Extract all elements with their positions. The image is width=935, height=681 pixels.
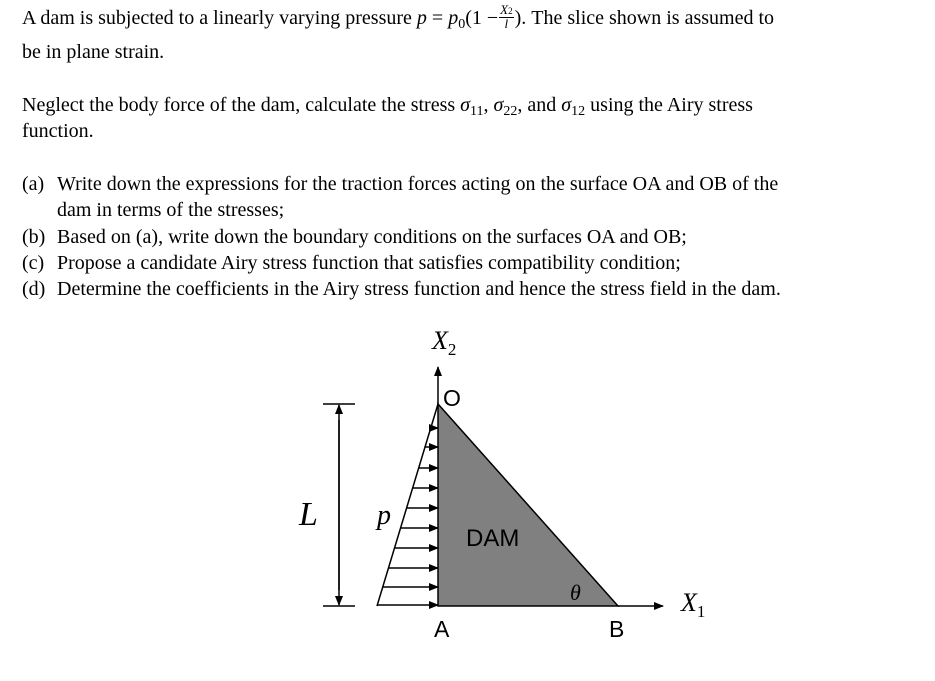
x1-label: $X_1$	[681, 588, 706, 621]
sigma-22: $\sigma_{22}$	[493, 94, 518, 119]
part-b: (b) Based on (a), write down the boundary conditions on the surfaces OA and OB;	[22, 226, 687, 248]
pressure-label: p	[377, 500, 391, 531]
part-a-continued: dam in terms of the stresses;	[57, 199, 285, 221]
intro-text-2: The slice shown is assumed to	[531, 7, 775, 29]
intro-text-1: A dam is subjected to a linearly varying pressure	[22, 7, 412, 29]
sigma-11: $\sigma_{11}$	[460, 94, 484, 119]
intro-line-2: be in plane strain.	[22, 41, 165, 63]
part-d: (d) Determine the coefficients in the Airy stress function and hence the stress field in the dam.	[22, 278, 781, 300]
dam-label: DAM	[466, 525, 520, 552]
x2-label: $X_2$	[432, 326, 457, 359]
pressure-formula: $p = p_0(1$ − $\frac{X2}{l}$ ).	[416, 1, 527, 32]
part-a: (a) Write down the expressions for the traction forces acting on the surface OA and OB of the	[22, 173, 779, 195]
angle-label: θ	[570, 580, 581, 605]
fraction: $\frac{X2}{l}$	[500, 1, 513, 31]
length-label: L	[299, 496, 318, 533]
dam-triangle	[438, 404, 618, 606]
sigma-12: $\sigma_{12}$	[561, 94, 586, 119]
part-c: (c) Propose a candidate Airy stress function that satisfies compatibility condition;	[22, 252, 681, 274]
length-dimension	[323, 404, 355, 606]
task-line-2: function.	[22, 120, 94, 142]
point-b-label: B	[609, 616, 625, 642]
point-o-label: O	[443, 385, 461, 411]
point-a-label: A	[434, 616, 450, 642]
task-line-1: Neglect the body force of the dam, calculate the stress $\sigma_{11}$, $\sigma_{22}$, and $\sigma_{12}$ using the Airy stress	[22, 94, 753, 119]
